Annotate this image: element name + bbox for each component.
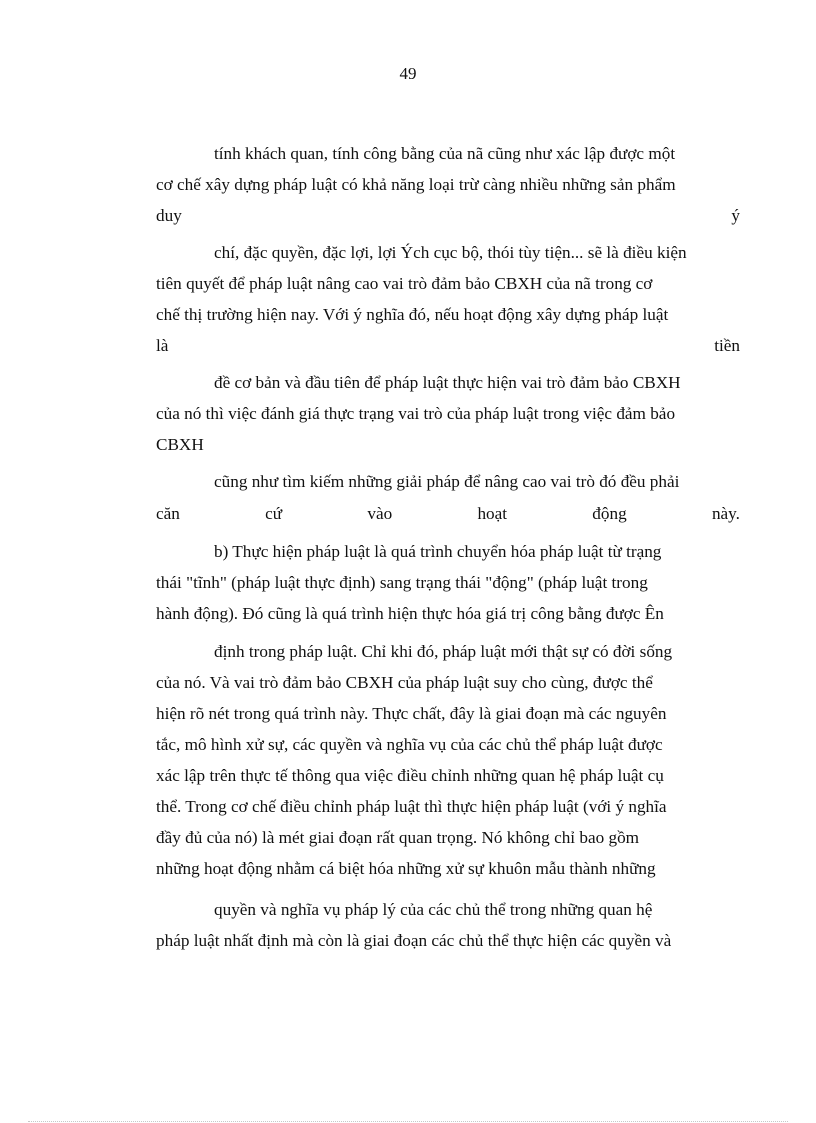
text-line-split [156,335,740,357]
page-bottom-rule [28,1121,788,1122]
text-line-split [156,205,740,227]
text-line: b) Thực hiện pháp luật là quá trình chuyển hóa pháp luật từ trạng [214,542,662,561]
word: động [592,504,627,523]
text-line: pháp luật nhất định mà còn là giai đoạn các chủ thể thực hiện các quyền và [156,931,672,950]
text-line: những hoạt động nhằm cá biệt hóa những xử sự khuôn mẫu thành những [156,859,656,878]
text-line: định trong pháp luật. Chỉ khi đó, pháp luật mới thật sự có đời sống [214,642,673,661]
text-line: hiện rõ nét trong quá trình này. Thực chất, đây là giai đoạn mà các nguyên [156,704,667,723]
text-line: cơ chế xây dựng pháp luật có khả năng loại trừ càng nhiều những sản phẩm [156,175,676,194]
word: cứ [265,504,283,523]
text-line: CBXH [156,435,204,454]
text-line: thể. Trong cơ chế điều chỉnh pháp luật thì thực hiện pháp luật (với ý nghĩa [156,797,667,816]
text-line: tính khách quan, tính công bằng của nã cũng như xác lập được một [214,144,676,163]
word: căn [156,504,180,523]
text-line: cũng như tìm kiếm những giải pháp để nâng cao vai trò đó đều phải [214,472,680,491]
word: tiền [714,336,740,355]
text-line: tắc, mô hình xử sự, các quyền và nghĩa vụ của các chủ thể pháp luật được [156,735,663,754]
text-line-split [156,503,740,525]
text-line: đề cơ bản và đầu tiên để pháp luật thực hiện vai trò đảm bảo CBXH [214,373,681,392]
text-line: thái "tĩnh" (pháp luật thực định) sang trạng thái "động" (pháp luật trong [156,573,648,592]
text-line: đầy đủ của nó) là mét giai đoạn rất quan trọng. Nó không chỉ bao gồm [156,828,640,847]
text-line: của nó. Và vai trò đảm bảo CBXH của pháp luật suy cho cùng, được thể [156,673,653,692]
word: vào [367,504,393,523]
text-line: tiên quyết để pháp luật nâng cao vai trò đảm bảo CBXH của nã trong cơ [156,274,653,293]
page-number: 49 [399,64,417,83]
word: hoạt [477,504,508,523]
text-line: quyền và nghĩa vụ pháp lý của các chủ thể trong những quan hệ [214,900,653,919]
text-line: chí, đặc quyền, đặc lợi, lợi Ých cục bộ, thói tùy tiện... sẽ là điều kiện [214,243,687,262]
text-line: hành động). Đó cũng là quá trình hiện thực hóa giá trị công bằng được Ên [156,604,664,623]
word: này. [711,504,740,523]
text-line: xác lập trên thực tế thông qua việc điều chỉnh những quan hệ pháp luật cụ [156,766,664,785]
word: duy [156,206,182,225]
word: là [156,336,169,355]
text-line: của nó thì việc đánh giá thực trạng vai trò của pháp luật trong việc đảm bảo [156,404,676,423]
word: ý [731,206,740,225]
text-line: chế thị trường hiện nay. Với ý nghĩa đó, nếu hoạt động xây dựng pháp luật [156,305,669,324]
